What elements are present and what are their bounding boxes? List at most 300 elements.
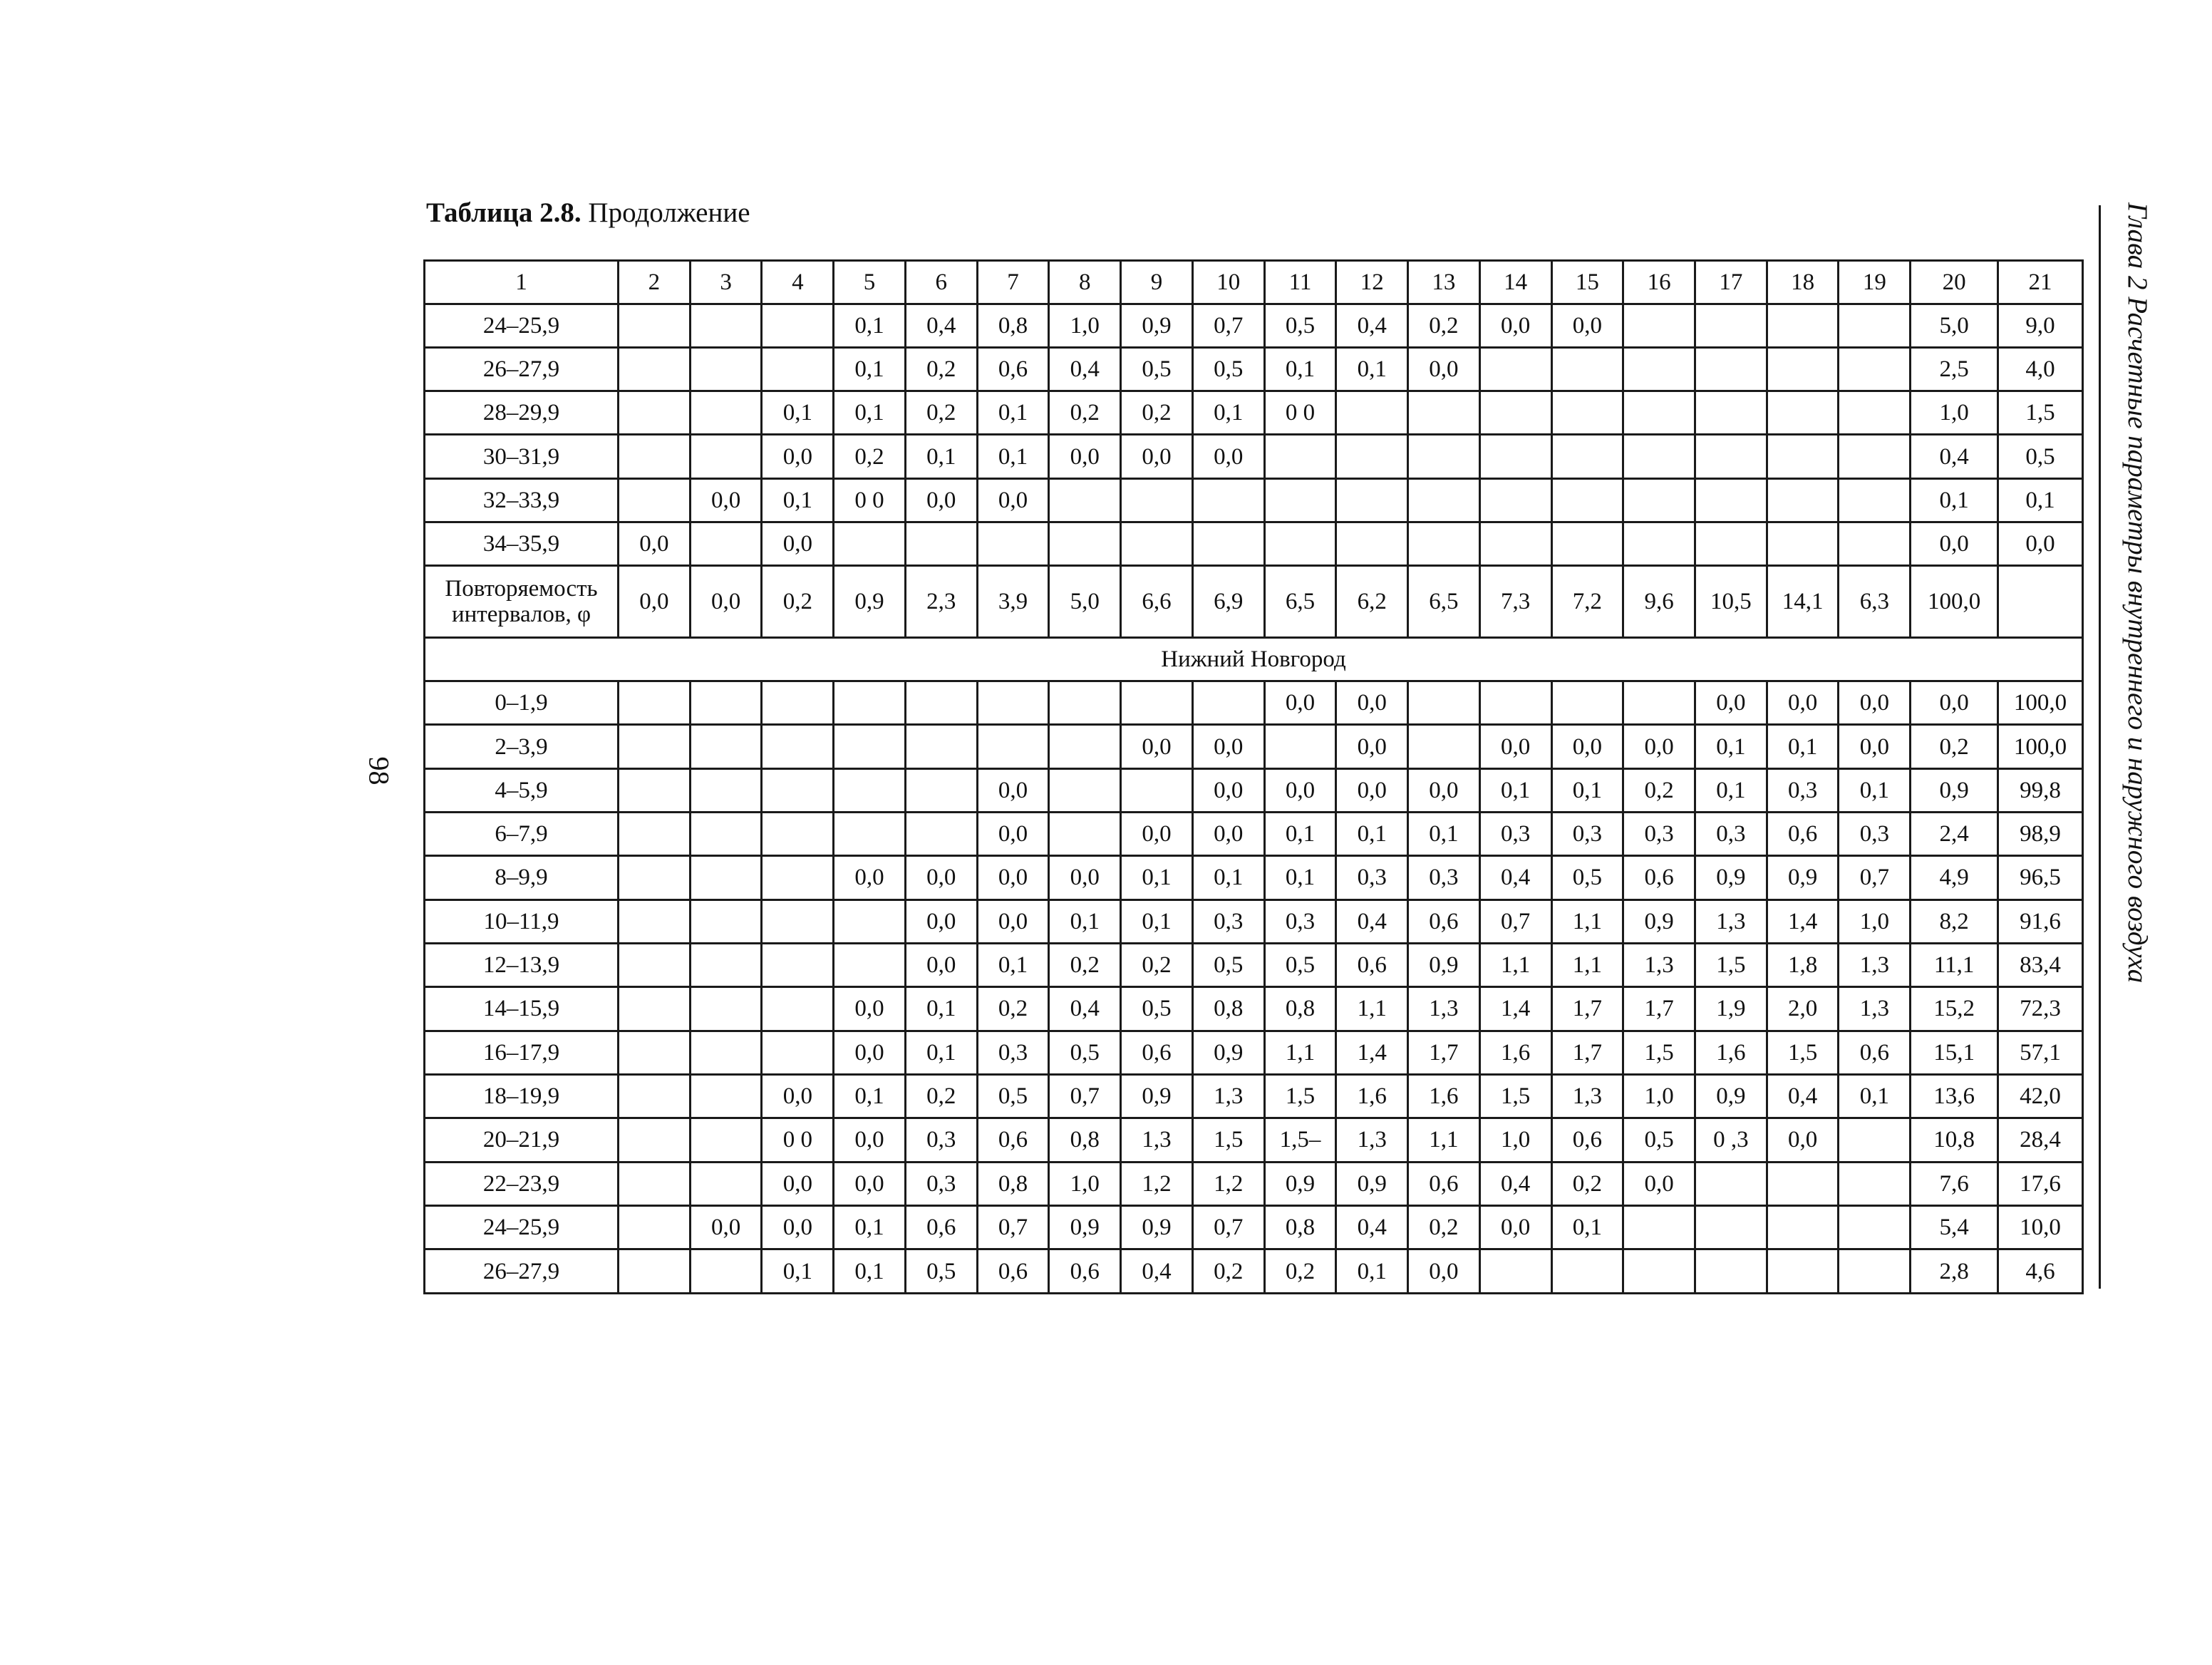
table-cell: 0,0 xyxy=(1049,856,1121,899)
table-cell xyxy=(1192,522,1264,566)
table-cell: 15,2 xyxy=(1911,987,1998,1031)
table-cell: 0,2 xyxy=(1049,391,1121,435)
table-row xyxy=(425,768,2083,812)
table-cell: 0,6 xyxy=(977,1249,1049,1294)
table-cell: 0,3 xyxy=(1839,813,1911,856)
table-cell: 6,9 xyxy=(1192,566,1264,637)
table-cell: 1,1 xyxy=(1551,944,1623,987)
table-cell: 0,6 xyxy=(977,1118,1049,1162)
table-cell: 1,0 xyxy=(1911,391,1998,435)
table-cell xyxy=(977,681,1049,725)
table-cell: 0,0 xyxy=(690,1206,762,1249)
table-cell: 0,3 xyxy=(1264,899,1336,943)
table-cell: 0,0 xyxy=(1336,681,1408,725)
table-cell: 1,5– xyxy=(1264,1118,1336,1162)
table-cell: 0,0 xyxy=(1911,681,1998,725)
table-cell: 0,4 xyxy=(1479,856,1551,899)
table-cell xyxy=(1998,566,2083,637)
table-cell: 0,0 xyxy=(1408,1249,1480,1294)
table-cell xyxy=(1623,391,1695,435)
table-cell: 0,1 xyxy=(1336,347,1408,391)
table-cell xyxy=(1839,435,1911,478)
column-header: 6 xyxy=(905,261,977,304)
table-cell xyxy=(762,768,834,812)
table-cell: 0,2 xyxy=(1551,1162,1623,1205)
table-cell xyxy=(1121,681,1193,725)
running-head: Глава 2 Расчетные параметры внутреннего и наружного воздуха xyxy=(2122,202,2153,984)
row-label: 26–27,9 xyxy=(425,347,619,391)
table-cell: 0,9 xyxy=(1695,856,1767,899)
table-cell xyxy=(1192,681,1264,725)
table-cell xyxy=(1551,681,1623,725)
table-cell: 0,3 xyxy=(1695,813,1767,856)
table-cell: 1,0 xyxy=(1623,1075,1695,1118)
table-cell xyxy=(1839,1118,1911,1162)
table-cell: 0,0 xyxy=(1264,768,1336,812)
table-cell xyxy=(1695,1206,1767,1249)
table-cell xyxy=(1839,522,1911,566)
table-row xyxy=(425,391,2083,435)
table-cell: 4,0 xyxy=(1998,347,2083,391)
table-row xyxy=(425,899,2083,943)
table-cell xyxy=(1408,681,1480,725)
table-row xyxy=(425,435,2083,478)
table-cell xyxy=(1479,478,1551,522)
table-cell: 1,5 xyxy=(1998,391,2083,435)
table-cell xyxy=(1121,478,1193,522)
table-cell xyxy=(762,1031,834,1074)
table-cell: 0 0 xyxy=(834,478,906,522)
table-cell: 0,1 xyxy=(1264,856,1336,899)
table-cell: 0,7 xyxy=(977,1206,1049,1249)
table-cell: 0,2 xyxy=(905,347,977,391)
table-cell: 8,2 xyxy=(1911,899,1998,943)
table-cell: 0,1 xyxy=(977,435,1049,478)
table-cell xyxy=(762,856,834,899)
table-cell: 0,0 xyxy=(1121,435,1193,478)
table-cell: 10,0 xyxy=(1998,1206,2083,1249)
table-cell xyxy=(834,681,906,725)
table-row xyxy=(425,1118,2083,1162)
table-cell: 0,2 xyxy=(1192,1249,1264,1294)
table-cell xyxy=(762,347,834,391)
table-cell xyxy=(1408,478,1480,522)
column-header: 8 xyxy=(1049,261,1121,304)
table-cell: 0,0 xyxy=(690,478,762,522)
table-cell: 1,3 xyxy=(1551,1075,1623,1118)
table-cell xyxy=(1551,478,1623,522)
table-cell xyxy=(1479,391,1551,435)
table-cell: 0,5 xyxy=(905,1249,977,1294)
table-cell xyxy=(1049,522,1121,566)
column-header: 19 xyxy=(1839,261,1911,304)
table-cell xyxy=(1839,391,1911,435)
table-cell xyxy=(905,768,977,812)
table-cell: 0,0 xyxy=(1192,435,1264,478)
table-cell: 2,8 xyxy=(1911,1249,1998,1294)
column-header: 17 xyxy=(1695,261,1767,304)
table-cell: 15,1 xyxy=(1911,1031,1998,1074)
table-cell: 0,1 xyxy=(1049,899,1121,943)
table-cell: 0,4 xyxy=(1911,435,1998,478)
table-caption-text: Продолжение xyxy=(581,197,750,228)
table-cell: 0,0 xyxy=(1192,813,1264,856)
table-cell: 1,3 xyxy=(1623,944,1695,987)
table-cell: 0,0 xyxy=(762,435,834,478)
table-cell: 1,3 xyxy=(1408,987,1480,1031)
table-cell xyxy=(618,768,690,812)
table-cell xyxy=(690,813,762,856)
table-cell: 0,3 xyxy=(1192,899,1264,943)
table-cell: 0,1 xyxy=(834,1206,906,1249)
table-cell xyxy=(1623,681,1695,725)
table-row xyxy=(425,856,2083,899)
table-cell xyxy=(1551,435,1623,478)
table-cell: 1,0 xyxy=(1839,899,1911,943)
table-cell: 0,9 xyxy=(1121,304,1193,347)
table-cell xyxy=(1623,347,1695,391)
table-cell: 0,1 xyxy=(1911,478,1998,522)
table-cell: 1,5 xyxy=(1767,1031,1839,1074)
table-cell xyxy=(690,768,762,812)
header-row xyxy=(425,261,2083,304)
table-cell: 0,0 xyxy=(1551,304,1623,347)
table-cell: 0,2 xyxy=(1623,768,1695,812)
table-cell: 0,6 xyxy=(905,1206,977,1249)
table-cell xyxy=(1695,391,1767,435)
page-number: 98 xyxy=(363,756,396,785)
table-cell: 0,2 xyxy=(1911,725,1998,768)
table-cell: 0,1 xyxy=(762,1249,834,1294)
table-cell: 0,0 xyxy=(618,566,690,637)
table-cell xyxy=(1551,347,1623,391)
table-cell: 0,0 xyxy=(977,856,1049,899)
table-cell: 1,6 xyxy=(1479,1031,1551,1074)
table-cell xyxy=(1767,347,1839,391)
table-cell: 0,1 xyxy=(905,435,977,478)
table-cell: 0,5 xyxy=(1049,1031,1121,1074)
table-cell: 0,6 xyxy=(1839,1031,1911,1074)
table-cell: 0,1 xyxy=(1121,899,1193,943)
table-cell: 0,0 xyxy=(1264,681,1336,725)
column-header: 18 xyxy=(1767,261,1839,304)
table-cell: 1,7 xyxy=(1551,987,1623,1031)
table-cell: 0,0 xyxy=(1192,768,1264,812)
table-cell xyxy=(1551,522,1623,566)
table-cell: 0,0 xyxy=(1192,725,1264,768)
row-label: 20–21,9 xyxy=(425,1118,619,1162)
table-cell: 0,9 xyxy=(1408,944,1480,987)
table-cell: 1,5 xyxy=(1623,1031,1695,1074)
table-cell: 0,0 xyxy=(1336,768,1408,812)
table-cell xyxy=(1695,478,1767,522)
table-cell: 1,1 xyxy=(1551,899,1623,943)
table-cell xyxy=(1551,391,1623,435)
table-cell xyxy=(1623,304,1695,347)
row-label: 26–27,9 xyxy=(425,1249,619,1294)
table-cell xyxy=(1049,725,1121,768)
table-cell: 72,3 xyxy=(1998,987,2083,1031)
table-cell xyxy=(618,391,690,435)
table-cell: 14,1 xyxy=(1767,566,1839,637)
table-row xyxy=(425,566,2083,637)
table-cell: 0,0 xyxy=(1121,725,1193,768)
table-cell: 0,1 xyxy=(834,347,906,391)
table-cell: 6,2 xyxy=(1336,566,1408,637)
table-cell: 0,1 xyxy=(1839,768,1911,812)
table-cell: 0,1 xyxy=(1264,813,1336,856)
table-cell xyxy=(690,304,762,347)
row-label: 12–13,9 xyxy=(425,944,619,987)
table-cell: 100,0 xyxy=(1998,725,2083,768)
table-cell: 0,0 xyxy=(834,1031,906,1074)
table-cell: 0,0 xyxy=(834,1118,906,1162)
table-cell xyxy=(1121,522,1193,566)
table-cell: 7,2 xyxy=(1551,566,1623,637)
table-cell xyxy=(1767,478,1839,522)
table-cell: 1,0 xyxy=(1049,304,1121,347)
table-cell: 0,3 xyxy=(1336,856,1408,899)
table-cell: 28,4 xyxy=(1998,1118,2083,1162)
table-cell: 1,5 xyxy=(1264,1075,1336,1118)
table-cell: 0,9 xyxy=(1336,1162,1408,1205)
table-cell: 0,0 xyxy=(1839,725,1911,768)
table-row xyxy=(425,522,2083,566)
table-cell: 0,0 xyxy=(1121,813,1193,856)
table-cell: 100,0 xyxy=(1998,681,2083,725)
table-cell xyxy=(1839,304,1911,347)
table-cell: 0,0 xyxy=(690,566,762,637)
table-cell xyxy=(618,1249,690,1294)
table-cell: 13,6 xyxy=(1911,1075,1998,1118)
table-cell xyxy=(1479,347,1551,391)
table-cell: 0,7 xyxy=(1839,856,1911,899)
table-cell xyxy=(1336,522,1408,566)
table-cell: 0,2 xyxy=(1408,1206,1480,1249)
table-cell: 100,0 xyxy=(1911,566,1998,637)
table-cell: 7,6 xyxy=(1911,1162,1998,1205)
table-cell: 0,1 xyxy=(977,944,1049,987)
table-cell: 0,2 xyxy=(762,566,834,637)
table-cell xyxy=(618,813,690,856)
table-cell: 0,9 xyxy=(1192,1031,1264,1074)
table-cell xyxy=(1767,522,1839,566)
table-cell xyxy=(690,1162,762,1205)
table-cell: 1,1 xyxy=(1479,944,1551,987)
table-cell xyxy=(618,478,690,522)
table-cell: 0,0 xyxy=(834,1162,906,1205)
table-cell xyxy=(1049,478,1121,522)
table-cell: 1,5 xyxy=(1695,944,1767,987)
table-cell: 0,3 xyxy=(905,1162,977,1205)
table-cell: 0,4 xyxy=(1767,1075,1839,1118)
table-row xyxy=(425,1031,2083,1074)
table-cell xyxy=(1121,768,1193,812)
table-cell xyxy=(905,725,977,768)
table-cell: 0,0 xyxy=(905,478,977,522)
table-cell xyxy=(834,768,906,812)
table-cell: 1,6 xyxy=(1695,1031,1767,1074)
table-cell: 0,1 xyxy=(1192,856,1264,899)
table-cell: 0,1 xyxy=(1551,768,1623,812)
column-header: 7 xyxy=(977,261,1049,304)
table-cell xyxy=(1767,304,1839,347)
table-cell: 10,8 xyxy=(1911,1118,1998,1162)
table-cell xyxy=(834,725,906,768)
table-cell: 0,0 xyxy=(1479,304,1551,347)
table-cell: 0,2 xyxy=(1121,391,1193,435)
table-cell: 0,3 xyxy=(1479,813,1551,856)
table-cell xyxy=(690,1249,762,1294)
table-cell: 1,0 xyxy=(1049,1162,1121,1205)
column-header: 4 xyxy=(762,261,834,304)
table-cell xyxy=(690,856,762,899)
table-cell: 0,4 xyxy=(1479,1162,1551,1205)
table-cell: 0,5 xyxy=(1192,944,1264,987)
table-cell: 0,9 xyxy=(834,566,906,637)
table-cell: 0,1 xyxy=(834,304,906,347)
table-cell xyxy=(618,725,690,768)
table-cell xyxy=(618,681,690,725)
table-cell xyxy=(1336,391,1408,435)
row-label: 22–23,9 xyxy=(425,1162,619,1205)
table-cell xyxy=(618,1206,690,1249)
table-cell: 0,1 xyxy=(1408,813,1480,856)
table-cell xyxy=(1408,435,1480,478)
table-cell xyxy=(618,1031,690,1074)
table-cell: 6,6 xyxy=(1121,566,1193,637)
column-header: 16 xyxy=(1623,261,1695,304)
table-cell: 6,5 xyxy=(1264,566,1336,637)
table-cell xyxy=(762,725,834,768)
table-cell xyxy=(1408,522,1480,566)
table-cell: 9,6 xyxy=(1623,566,1695,637)
table-cell xyxy=(1767,391,1839,435)
table-cell: 0,1 xyxy=(1695,725,1767,768)
table-cell: 1,4 xyxy=(1767,899,1839,943)
table-cell xyxy=(1623,1249,1695,1294)
table-cell: 0,0 xyxy=(905,944,977,987)
table-cell xyxy=(762,987,834,1031)
table-cell: 7,3 xyxy=(1479,566,1551,637)
table-cell: 5,4 xyxy=(1911,1206,1998,1249)
table-cell: 0,2 xyxy=(905,1075,977,1118)
row-label: 28–29,9 xyxy=(425,391,619,435)
table-cell xyxy=(618,435,690,478)
table-cell: 0,0 xyxy=(1408,768,1480,812)
table-cell: 1,1 xyxy=(1408,1118,1480,1162)
table-cell: 0,5 xyxy=(1623,1118,1695,1162)
column-header: 10 xyxy=(1192,261,1264,304)
table-cell: 0,4 xyxy=(1336,1206,1408,1249)
table-cell xyxy=(1264,435,1336,478)
table-cell: 0,2 xyxy=(1264,1249,1336,1294)
table-cell xyxy=(690,1118,762,1162)
table-cell xyxy=(1695,435,1767,478)
table-cell xyxy=(1049,681,1121,725)
table-cell: 1,7 xyxy=(1623,987,1695,1031)
table-cell: 1,6 xyxy=(1408,1075,1480,1118)
table-cell: 1,3 xyxy=(1839,944,1911,987)
table-cell: 0,9 xyxy=(1264,1162,1336,1205)
table-cell xyxy=(1695,304,1767,347)
table-cell xyxy=(1264,522,1336,566)
table-cell: 0,1 xyxy=(834,1249,906,1294)
table-cell: 0,1 xyxy=(1479,768,1551,812)
table-cell: 0,3 xyxy=(1623,813,1695,856)
table-cell: 0,1 xyxy=(1192,391,1264,435)
table-cell xyxy=(690,944,762,987)
table-cell xyxy=(1192,478,1264,522)
table-cell: 0,6 xyxy=(1767,813,1839,856)
table-cell: 2,0 xyxy=(1767,987,1839,1031)
table-cell xyxy=(977,522,1049,566)
table-cell: 0,0 xyxy=(1767,681,1839,725)
table-caption xyxy=(426,197,750,229)
table-cell: 0,1 xyxy=(1264,347,1336,391)
table-cell: 0,3 xyxy=(905,1118,977,1162)
column-header: 20 xyxy=(1911,261,1998,304)
table-cell xyxy=(1839,1206,1911,1249)
table-cell: 1,2 xyxy=(1121,1162,1193,1205)
table-cell: 0,2 xyxy=(905,391,977,435)
table-cell: 0,3 xyxy=(1408,856,1480,899)
table-cell: 0,1 xyxy=(905,987,977,1031)
table-cell: 96,5 xyxy=(1998,856,2083,899)
table-row xyxy=(425,304,2083,347)
table-cell: 0,5 xyxy=(1121,987,1193,1031)
table-cell: 0,8 xyxy=(1049,1118,1121,1162)
table-row xyxy=(425,1162,2083,1205)
table-cell xyxy=(762,681,834,725)
table-caption-number: Таблица 2.8. xyxy=(426,197,582,228)
table-cell: 0,9 xyxy=(1623,899,1695,943)
table-cell: 0,4 xyxy=(1121,1249,1193,1294)
table-cell: 1,4 xyxy=(1336,1031,1408,1074)
table-cell xyxy=(1839,347,1911,391)
table-cell: 0,0 xyxy=(905,899,977,943)
table-cell: 0,0 xyxy=(1767,1118,1839,1162)
table-cell xyxy=(1767,1249,1839,1294)
table-cell: 0,5 xyxy=(1264,944,1336,987)
table-cell xyxy=(1839,478,1911,522)
row-label: 10–11,9 xyxy=(425,899,619,943)
table-cell: 0,9 xyxy=(1911,768,1998,812)
table-cell xyxy=(690,681,762,725)
table-cell: 1,3 xyxy=(1695,899,1767,943)
table-cell: 1,5 xyxy=(1192,1118,1264,1162)
table-cell xyxy=(1839,1162,1911,1205)
table-cell: 0,7 xyxy=(1192,304,1264,347)
table-cell: 42,0 xyxy=(1998,1075,2083,1118)
table-cell: 1,3 xyxy=(1192,1075,1264,1118)
table-cell: 0,7 xyxy=(1479,899,1551,943)
table-cell: 1,1 xyxy=(1336,987,1408,1031)
row-label: 30–31,9 xyxy=(425,435,619,478)
table-cell xyxy=(618,987,690,1031)
column-header: 1 xyxy=(425,261,619,304)
table-cell: 1,8 xyxy=(1767,944,1839,987)
table-cell xyxy=(690,987,762,1031)
table-row xyxy=(425,725,2083,768)
table-cell xyxy=(1264,725,1336,768)
table-cell: 0,6 xyxy=(977,347,1049,391)
table-cell xyxy=(1695,347,1767,391)
table-row xyxy=(425,1206,2083,1249)
table-cell: 0,1 xyxy=(1551,1206,1623,1249)
table-cell: 1,6 xyxy=(1336,1075,1408,1118)
column-header: 9 xyxy=(1121,261,1193,304)
